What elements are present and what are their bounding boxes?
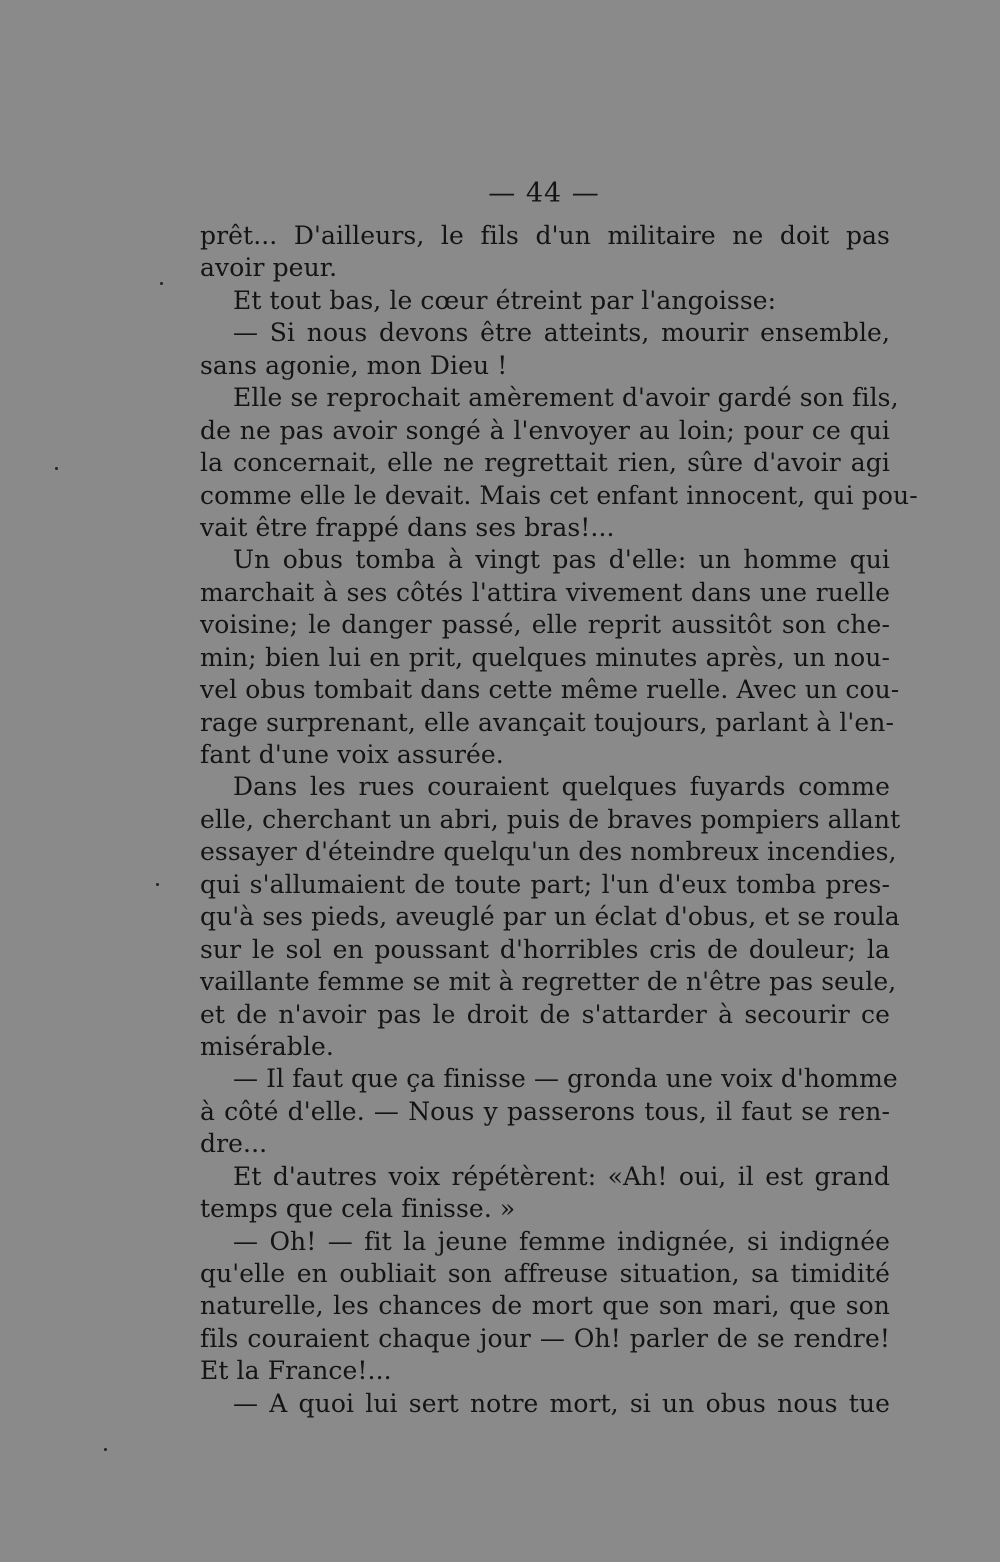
text-line: Et tout bas, le cœur étreint par l'angoisse: bbox=[233, 285, 777, 315]
text-line: vait être frappé dans ses bras!... bbox=[200, 512, 615, 542]
text-line: — Il faut que ça finisse — gronda une voix d'homme bbox=[233, 1064, 898, 1094]
text-line: Elle se reprochait amèrement d'avoir gardé son fils, bbox=[233, 383, 899, 413]
body-text bbox=[200, 220, 918, 1420]
margin-speck bbox=[104, 1448, 107, 1451]
text-line: prêt... D'ailleurs, le fils d'un militaire ne doit pas bbox=[200, 221, 890, 250]
text-line: naturelle, les chances de mort que son mari, que son bbox=[200, 1291, 890, 1321]
text-line: — Oh! — fit la jeune femme indignée, si indignée bbox=[233, 1226, 890, 1256]
text-line: vaillante femme se mit à regretter de n'être pas seule, bbox=[200, 967, 897, 997]
text-line: et de n'avoir pas le droit de s'attarder à secourir ce bbox=[200, 999, 890, 1029]
text-line: sur le sol en poussant d'horribles cris de douleur; la bbox=[200, 934, 890, 964]
text-line: fant d'une voix assurée. bbox=[200, 740, 504, 769]
text-line: essayer d'éteindre quelqu'un des nombreux incendies, bbox=[200, 837, 897, 867]
page-number: — 44 — bbox=[488, 178, 600, 209]
text-line: — A quoi lui sert notre mort, si un obus nous tue bbox=[233, 1388, 890, 1418]
text-line: voisine; le danger passé, elle reprit aussitôt son che- bbox=[200, 610, 890, 640]
text-line: qu'elle en oubliait son affreuse situation, sa timidité bbox=[200, 1259, 890, 1288]
text-line: la concernait, elle ne regrettait rien, sûre d'avoir agi bbox=[200, 448, 890, 478]
text-line: elle, cherchant un abri, puis de braves pompiers allant bbox=[200, 804, 901, 834]
text-line: temps que cela finisse. » bbox=[200, 1194, 516, 1224]
text-line: Un obus tomba à vingt pas d'elle: un homme qui bbox=[233, 545, 890, 575]
text-line: rage surprenant, elle avançait toujours, parlant à l'en- bbox=[200, 707, 895, 737]
text-line: de ne pas avoir songé à l'envoyer au loin; pour ce qui bbox=[200, 415, 890, 445]
text-line: avoir peur. bbox=[200, 253, 338, 283]
text-line: à côté d'elle. — Nous y passerons tous, il faut se ren- bbox=[200, 1096, 890, 1126]
text-line: Et d'autres voix répétèrent: «Ah! oui, il est grand bbox=[233, 1161, 890, 1191]
text-line: min; bien lui en prit, quelques minutes après, un nou- bbox=[200, 642, 890, 672]
text-line: qu'à ses pieds, aveuglé par un éclat d'obus, et se roula bbox=[200, 902, 900, 932]
text-line: vel obus tombait dans cette même ruelle. Avec un cou- bbox=[200, 675, 900, 705]
text-line: qui s'allumaient de toute part; l'un d'eux tomba pres- bbox=[200, 869, 890, 899]
margin-speck bbox=[55, 467, 58, 470]
margin-speck bbox=[156, 883, 159, 886]
text-line: Dans les rues couraient quelques fuyards comme bbox=[233, 772, 890, 802]
text-line: fils couraient chaque jour — Oh! parler de se rendre! bbox=[200, 1323, 890, 1353]
text-line: — Si nous devons être atteints, mourir ensemble, bbox=[233, 318, 890, 348]
text-line: dre... bbox=[200, 1129, 268, 1159]
text-line: marchait à ses côtés l'attira vivement dans une ruelle bbox=[200, 577, 890, 607]
text-line: misérable. bbox=[200, 1031, 334, 1061]
text-line: comme elle le devait. Mais cet enfant innocent, qui pou- bbox=[200, 480, 918, 510]
text-line: sans agonie, mon Dieu ! bbox=[200, 350, 508, 380]
text-line: Et la France!... bbox=[200, 1356, 392, 1386]
margin-speck bbox=[160, 282, 163, 285]
